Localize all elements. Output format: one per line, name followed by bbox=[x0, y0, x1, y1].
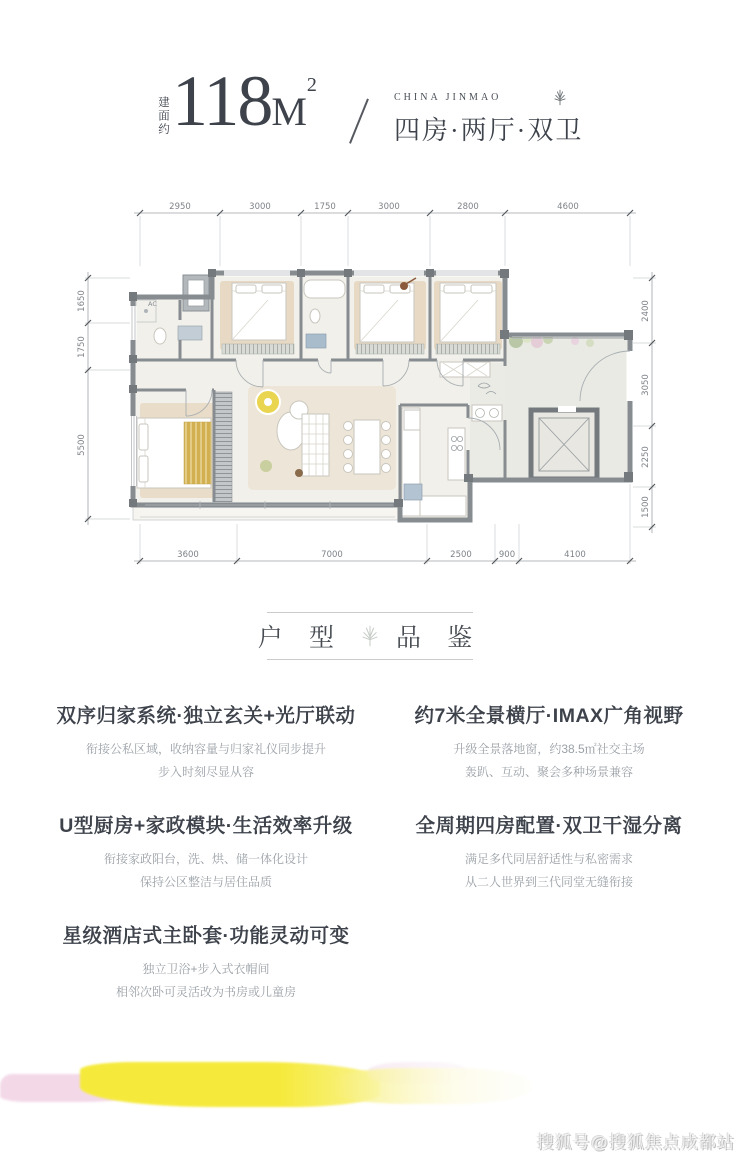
brand-name: CHINA JINMAO bbox=[394, 92, 502, 103]
dim-top-2: 1750 bbox=[314, 202, 336, 212]
area-value bbox=[172, 60, 317, 143]
tree-icon bbox=[552, 88, 568, 106]
counter-right bbox=[448, 428, 465, 480]
area-unit: M bbox=[271, 89, 307, 134]
heater-cabinet bbox=[436, 344, 500, 354]
elevator-door bbox=[558, 406, 576, 412]
shoe-cabinet bbox=[440, 362, 490, 377]
dim-labels-top bbox=[169, 202, 579, 212]
counter-bottom bbox=[420, 496, 466, 516]
feature-sub bbox=[28, 848, 384, 894]
feature-four-bedrooms bbox=[384, 810, 714, 894]
toilet bbox=[310, 309, 320, 323]
balcony-slider bbox=[145, 501, 393, 509]
feature-title: 全周期四房配置·双卫干湿分离 bbox=[415, 815, 683, 837]
feature-sub-line2: 轰趴、互动、聚会多种场景兼容 bbox=[464, 765, 633, 779]
dim-top-4: 2800 bbox=[457, 202, 479, 212]
feature-sub-line1: 衔接公私区域，收纳容量与归家礼仪同步提升 bbox=[85, 742, 326, 756]
dim-left-1: 1750 bbox=[77, 336, 87, 358]
feature-title: 星级酒店式主卧套·功能灵动可变 bbox=[62, 925, 350, 947]
feature-sub-line1: 衔接家政阳台，洗、烘、储一体化设计 bbox=[103, 852, 308, 866]
feature-title: 双序归家系统·独立玄关+光厅联动 bbox=[56, 705, 356, 727]
window-bed2 bbox=[224, 270, 290, 277]
sink bbox=[178, 326, 202, 340]
ac-closet bbox=[183, 275, 209, 311]
feature-sub bbox=[28, 738, 384, 784]
section-heading bbox=[0, 612, 740, 660]
area-superscript: 2 bbox=[306, 74, 317, 96]
section-title-left: 户 型 bbox=[257, 625, 344, 652]
section-title-right: 品 鉴 bbox=[396, 625, 483, 652]
feature-sub-line1: 满足多代同居舒适性与私密需求 bbox=[464, 852, 633, 866]
fridge bbox=[404, 410, 420, 430]
dim-bottom-2: 2500 bbox=[450, 550, 472, 560]
dim-bottom-3: 900 bbox=[498, 550, 516, 560]
window-bath1 bbox=[130, 306, 137, 340]
feature-sub bbox=[384, 848, 714, 894]
elevator bbox=[531, 406, 597, 479]
tree-icon bbox=[360, 624, 380, 648]
bathtub bbox=[304, 280, 345, 298]
dim-top-5: 4600 bbox=[557, 202, 579, 212]
dim-bottom-0: 3600 bbox=[177, 550, 199, 560]
feature-sub bbox=[28, 958, 384, 1004]
dim-right-0: 2400 bbox=[641, 300, 651, 322]
feature-sub-line2: 步入时刻尽显从容 bbox=[157, 765, 254, 779]
dim-right-2: 2250 bbox=[641, 446, 651, 468]
feature-master-suite bbox=[28, 920, 384, 1004]
toilet bbox=[154, 328, 166, 344]
ac-label: AC bbox=[148, 300, 157, 308]
feature-entry-system bbox=[28, 700, 384, 784]
window-master bbox=[130, 416, 137, 486]
window-bed4 bbox=[436, 270, 498, 277]
dim-right-1: 3050 bbox=[641, 374, 651, 396]
feature-kitchen bbox=[28, 810, 384, 894]
feature-panoramic-hall bbox=[384, 700, 714, 784]
kitchen-sink bbox=[404, 484, 422, 500]
floor-plan bbox=[0, 188, 740, 608]
dim-bottom-1: 7000 bbox=[321, 550, 343, 560]
heater-cabinet bbox=[356, 344, 424, 354]
dim-bottom-4: 4100 bbox=[564, 550, 586, 560]
vanity-sink bbox=[306, 334, 326, 348]
dim-top-3: 3000 bbox=[378, 202, 400, 212]
area-label: 建面约 bbox=[157, 96, 169, 137]
dim-labels-bottom bbox=[177, 550, 586, 560]
dim-left-2: 5500 bbox=[77, 434, 87, 456]
dim-labels-right bbox=[641, 300, 651, 518]
decor bbox=[295, 469, 303, 477]
feature-title: 约7米全景横厅·IMAX广角视野 bbox=[414, 705, 684, 727]
feature-title: U型厨房+家政模块·生活效率升级 bbox=[59, 815, 353, 837]
plant bbox=[260, 460, 272, 472]
feature-sub-line2: 从二人世界到三代同堂无缝衔接 bbox=[464, 875, 633, 889]
feature-sub-line2: 相邻次卧可灵活改为书房或儿童房 bbox=[115, 985, 296, 999]
feature-sub-line2: 保持公区整洁与居住品质 bbox=[139, 875, 272, 889]
window-bed3 bbox=[354, 270, 424, 277]
feature-sub-line1: 独立卫浴+步入式衣帽间 bbox=[142, 962, 270, 976]
unit-layout-text: 四房·两厅·双卫 bbox=[394, 116, 584, 145]
dim-left-0: 1650 bbox=[77, 290, 87, 312]
watercolor-band bbox=[0, 1062, 660, 1110]
dim-top-1: 3000 bbox=[249, 202, 271, 212]
console-table bbox=[302, 414, 329, 476]
divider-slash bbox=[349, 98, 368, 143]
rule-bottom bbox=[267, 659, 473, 660]
dim-top-0: 2950 bbox=[169, 202, 191, 212]
header bbox=[0, 61, 740, 162]
heater-cabinet bbox=[222, 344, 294, 354]
watermark: 搜狐号@搜狐焦点成都站 bbox=[536, 1133, 735, 1152]
feature-sub-line1: 升级全景落地窗，约38.5㎡社交主场 bbox=[453, 742, 645, 756]
watercolor-white-fade bbox=[280, 1058, 660, 1114]
gold-blanket bbox=[184, 422, 211, 484]
dim-right-3: 1500 bbox=[641, 496, 651, 518]
area-number: 118 bbox=[172, 61, 272, 141]
wardrobe bbox=[214, 392, 232, 502]
feature-sub bbox=[384, 738, 714, 784]
